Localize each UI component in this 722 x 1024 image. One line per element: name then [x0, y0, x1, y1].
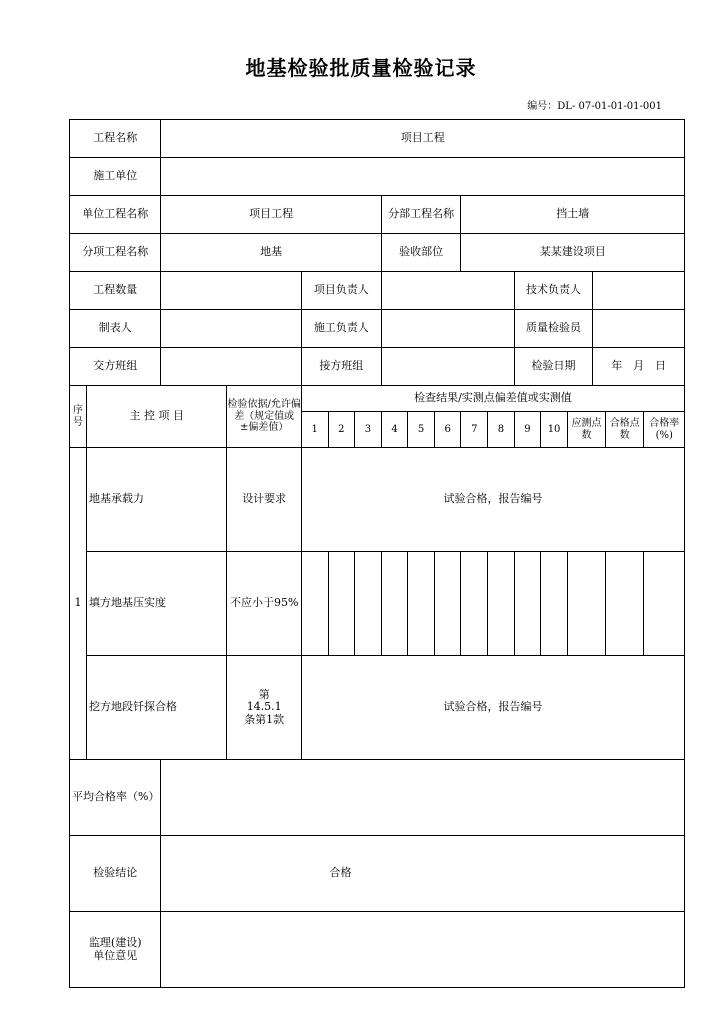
- project-name-label: 工程名称: [70, 120, 161, 158]
- quality-inspector-label: 质量检验员: [514, 310, 593, 348]
- tech-leader-field[interactable]: [593, 272, 685, 310]
- basis-header: 检验依据/允许偏差（规定值或±偏差值）: [227, 386, 301, 448]
- unit-project-field[interactable]: 项目工程: [161, 196, 381, 234]
- seq-header: 序号: [70, 386, 87, 448]
- measure-cell[interactable]: [355, 552, 382, 656]
- project-leader-label: 项目负责人: [301, 272, 381, 310]
- should-measure-header: 应测点数: [567, 412, 605, 448]
- item-name: 挖方地段钎探合格: [87, 656, 227, 760]
- pass-points-header: 合格点数: [606, 412, 644, 448]
- point-header: 3: [355, 412, 382, 448]
- point-header: 6: [434, 412, 461, 448]
- inspection-date-label: 检验日期: [514, 348, 593, 386]
- point-header: 8: [488, 412, 515, 448]
- subproject-field[interactable]: 挡土墙: [461, 196, 685, 234]
- acceptance-part-label: 验收部位: [381, 234, 461, 272]
- avg-rate-label: 平均合格率（%）: [70, 760, 161, 836]
- unit-project-label: 单位工程名称: [70, 196, 161, 234]
- takeover-label: 接方班组: [301, 348, 381, 386]
- avg-rate-field[interactable]: [161, 760, 685, 836]
- pass-rate-cell[interactable]: [644, 552, 685, 656]
- project-leader-field[interactable]: [381, 272, 514, 310]
- point-header: 10: [541, 412, 568, 448]
- handover-label: 交方班组: [70, 348, 161, 386]
- item-result[interactable]: 试验合格，报告编号: [301, 448, 684, 552]
- measure-cell[interactable]: [488, 552, 515, 656]
- construction-unit-label: 施工单位: [70, 158, 161, 196]
- measure-cell[interactable]: [541, 552, 568, 656]
- acceptance-part-field[interactable]: 某某建设项目: [461, 234, 685, 272]
- measure-cell[interactable]: [408, 552, 435, 656]
- supervision-label: 监理(建设)单位意见: [70, 912, 161, 988]
- pass-points-cell[interactable]: [606, 552, 644, 656]
- item-seq: 1: [70, 448, 87, 760]
- point-header: 5: [408, 412, 435, 448]
- project-name-field[interactable]: 项目工程: [161, 120, 685, 158]
- document-code: 编号：DL- 07-01-01-01-001: [527, 101, 662, 112]
- item-basis: 不应小于95%: [227, 552, 301, 656]
- construction-leader-field[interactable]: [381, 310, 514, 348]
- quantity-field[interactable]: [161, 272, 301, 310]
- measure-cell[interactable]: [514, 552, 541, 656]
- measure-cell[interactable]: [434, 552, 461, 656]
- point-header: 1: [301, 412, 328, 448]
- measure-cell[interactable]: [381, 552, 408, 656]
- conclusion-field[interactable]: 合格: [161, 836, 685, 912]
- inspection-date-field[interactable]: 年 月 日: [593, 348, 685, 386]
- construction-unit-field[interactable]: [161, 158, 685, 196]
- document-title: 地基检验批质量检验记录: [245, 56, 477, 80]
- quantity-label: 工程数量: [70, 272, 161, 310]
- conclusion-label: 检验结论: [70, 836, 161, 912]
- inspection-record-table: [69, 119, 685, 988]
- takeover-field[interactable]: [381, 348, 514, 386]
- supervision-field[interactable]: [161, 912, 685, 988]
- should-measure-cell[interactable]: [567, 552, 605, 656]
- construction-leader-label: 施工负责人: [301, 310, 381, 348]
- item-project-field[interactable]: 地基: [161, 234, 381, 272]
- item-name: 地基承载力: [87, 448, 227, 552]
- measure-cell[interactable]: [461, 552, 488, 656]
- tabulator-label: 制表人: [70, 310, 161, 348]
- item-basis: 设计要求: [227, 448, 301, 552]
- tech-leader-label: 技术负责人: [514, 272, 593, 310]
- item-name: 填方地基压实度: [87, 552, 227, 656]
- handover-field[interactable]: [161, 348, 301, 386]
- item-result[interactable]: 试验合格，报告编号: [301, 656, 684, 760]
- tabulator-field[interactable]: [161, 310, 301, 348]
- measure-cell[interactable]: [301, 552, 328, 656]
- main-items-header: 主 控 项 目: [87, 386, 227, 448]
- item-basis: 第14.5.1条第1款: [227, 656, 301, 760]
- measure-cell[interactable]: [328, 552, 355, 656]
- quality-inspector-field[interactable]: [593, 310, 685, 348]
- results-header: 检查结果/实测点偏差值或实测值: [301, 386, 684, 412]
- point-header: 7: [461, 412, 488, 448]
- item-project-label: 分项工程名称: [70, 234, 161, 272]
- point-header: 4: [381, 412, 408, 448]
- subproject-label: 分部工程名称: [381, 196, 461, 234]
- point-header: 2: [328, 412, 355, 448]
- point-header: 9: [514, 412, 541, 448]
- pass-rate-header: 合格率(%): [644, 412, 685, 448]
